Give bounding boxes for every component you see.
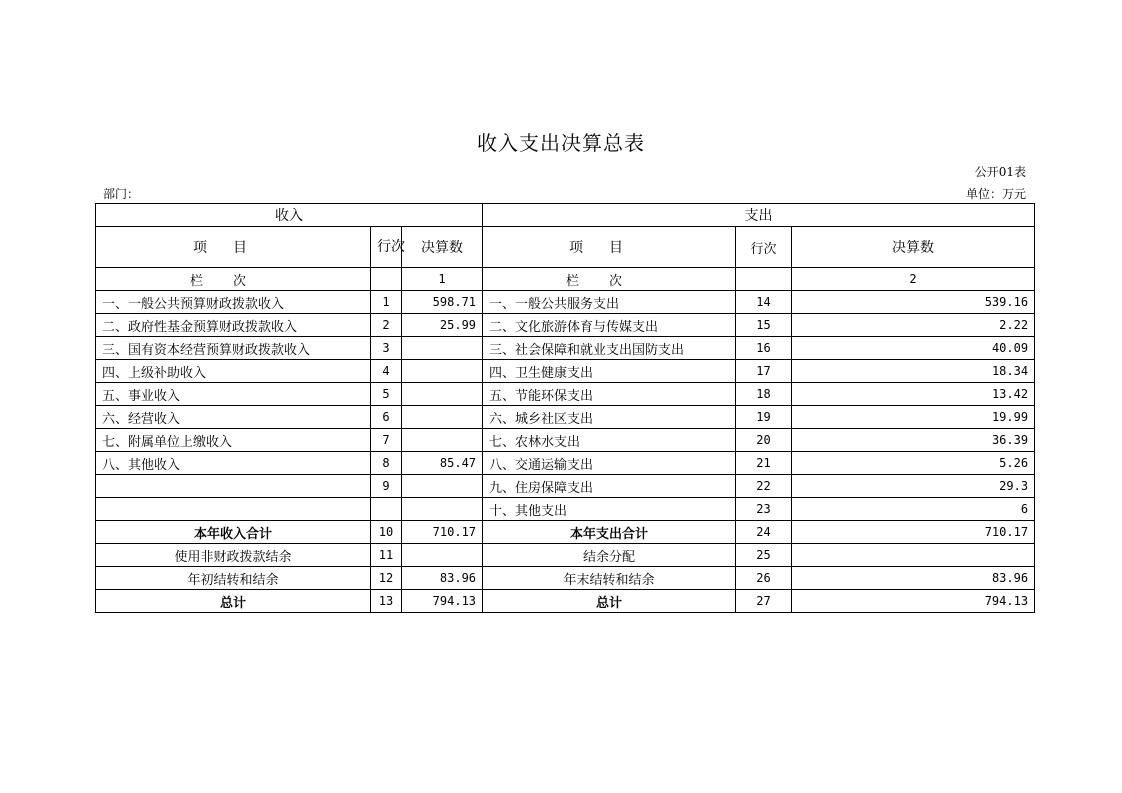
expense-column-label: 栏次 [483, 268, 736, 291]
expense-item: 一、一般公共服务支出 [483, 291, 736, 314]
summary-income-item: 总计 [96, 590, 371, 613]
expense-item: 十、其他支出 [483, 498, 736, 521]
expense-amount-header: 决算数 [792, 227, 1035, 268]
income-line: 2 [371, 314, 402, 337]
income-item: 三、国有资本经营预算财政拨款收入 [96, 337, 371, 360]
table-row [96, 498, 1035, 521]
income-item: 五、事业收入 [96, 383, 371, 406]
income-amount [402, 383, 483, 406]
summary-income-line: 11 [371, 544, 402, 567]
income-column-label: 栏次 [96, 268, 371, 291]
expense-section-header: 支出 [483, 204, 1035, 227]
summary-expense-item: 总计 [483, 590, 736, 613]
expense-line: 16 [736, 337, 792, 360]
table-row [96, 383, 1035, 406]
summary-expense-line: 26 [736, 567, 792, 590]
expense-line: 18 [736, 383, 792, 406]
expense-item-header: 项目 [483, 227, 736, 268]
expense-item: 三、社会保障和就业支出国防支出 [483, 337, 736, 360]
summary-expense-line: 25 [736, 544, 792, 567]
income-amount [402, 360, 483, 383]
summary-income-item: 年初结转和结余 [96, 567, 371, 590]
income-amount [402, 475, 483, 498]
expense-item: 八、交通运输支出 [483, 452, 736, 475]
income-line: 1 [371, 291, 402, 314]
income-amount-header: 决算数 [402, 227, 483, 268]
table-row [96, 360, 1035, 383]
summary-income-line: 12 [371, 567, 402, 590]
income-line: 3 [371, 337, 402, 360]
summary-expense-amount: 794.13 [792, 590, 1035, 613]
summary-expense-item: 本年支出合计 [483, 521, 736, 544]
summary-income-item: 本年收入合计 [96, 521, 371, 544]
summary-row [96, 567, 1035, 590]
expense-item: 五、节能环保支出 [483, 383, 736, 406]
expense-amount: 6 [792, 498, 1035, 521]
unit-label: 单位：万元 [965, 187, 1026, 201]
table-row [96, 475, 1035, 498]
expense-line: 21 [736, 452, 792, 475]
summary-row [96, 521, 1035, 544]
column-number-row [96, 268, 1035, 291]
summary-expense-amount: 710.17 [792, 521, 1035, 544]
table-row [96, 406, 1035, 429]
summary-row [96, 590, 1035, 613]
income-amount [402, 498, 483, 521]
summary-expense-amount: 83.96 [792, 567, 1035, 590]
income-section-header: 收入 [96, 204, 483, 227]
income-line [371, 498, 402, 521]
empty-cell [371, 268, 402, 291]
summary-income-amount: 794.13 [402, 590, 483, 613]
income-item: 二、政府性基金预算财政拨款收入 [96, 314, 371, 337]
table-row [96, 291, 1035, 314]
table-row [96, 337, 1035, 360]
page-title: 收入支出决算总表 [477, 131, 645, 155]
income-line: 5 [371, 383, 402, 406]
expense-item: 九、住房保障支出 [483, 475, 736, 498]
expense-item: 二、文化旅游体育与传媒支出 [483, 314, 736, 337]
expense-amount: 539.16 [792, 291, 1035, 314]
expense-line: 22 [736, 475, 792, 498]
income-item [96, 475, 371, 498]
summary-row [96, 544, 1035, 567]
column-header-row [96, 227, 1035, 268]
table-row [96, 429, 1035, 452]
summary-income-amount: 83.96 [402, 567, 483, 590]
expense-line-header: 行次 [736, 227, 792, 268]
income-amount: 25.99 [402, 314, 483, 337]
expense-amount: 19.99 [792, 406, 1035, 429]
income-amount [402, 337, 483, 360]
income-item-header: 项目 [96, 227, 371, 268]
budget-table [95, 203, 1035, 613]
expense-amount: 36.39 [792, 429, 1035, 452]
income-item [96, 498, 371, 521]
expense-item: 四、卫生健康支出 [483, 360, 736, 383]
summary-income-item: 使用非财政拨款结余 [96, 544, 371, 567]
summary-expense-item: 年末结转和结余 [483, 567, 736, 590]
income-item: 六、经营收入 [96, 406, 371, 429]
income-line: 4 [371, 360, 402, 383]
summary-expense-line: 24 [736, 521, 792, 544]
summary-income-line: 10 [371, 521, 402, 544]
summary-expense-item: 结余分配 [483, 544, 736, 567]
income-item: 一、一般公共预算财政拨款收入 [96, 291, 371, 314]
income-item: 八、其他收入 [96, 452, 371, 475]
expense-amount: 5.26 [792, 452, 1035, 475]
expense-amount: 40.09 [792, 337, 1035, 360]
summary-expense-line: 27 [736, 590, 792, 613]
expense-line: 15 [736, 314, 792, 337]
empty-cell [736, 268, 792, 291]
summary-income-amount: 710.17 [402, 521, 483, 544]
department-label: 部门： [103, 187, 140, 201]
expense-amount: 29.3 [792, 475, 1035, 498]
table-row [96, 452, 1035, 475]
income-line: 9 [371, 475, 402, 498]
expense-line: 19 [736, 406, 792, 429]
section-header-row [96, 204, 1035, 227]
expense-amount: 18.34 [792, 360, 1035, 383]
income-amount: 85.47 [402, 452, 483, 475]
expense-item: 六、城乡社区支出 [483, 406, 736, 429]
income-item: 四、上级补助收入 [96, 360, 371, 383]
income-line-header: 行次 [371, 227, 402, 268]
summary-expense-amount [792, 544, 1035, 567]
expense-line: 17 [736, 360, 792, 383]
expense-amount: 2.22 [792, 314, 1035, 337]
expense-line: 23 [736, 498, 792, 521]
expense-item: 七、农林水支出 [483, 429, 736, 452]
income-item: 七、附属单位上缴收入 [96, 429, 371, 452]
expense-line: 20 [736, 429, 792, 452]
income-column-number: 1 [402, 268, 483, 291]
income-line: 8 [371, 452, 402, 475]
income-amount [402, 406, 483, 429]
summary-income-line: 13 [371, 590, 402, 613]
expense-line: 14 [736, 291, 792, 314]
income-amount: 598.71 [402, 291, 483, 314]
expense-column-number: 2 [792, 268, 1035, 291]
summary-income-amount [402, 544, 483, 567]
table-row [96, 314, 1035, 337]
income-amount [402, 429, 483, 452]
expense-amount: 13.42 [792, 383, 1035, 406]
income-line: 7 [371, 429, 402, 452]
table-code: 公开01表 [974, 165, 1026, 179]
income-line: 6 [371, 406, 402, 429]
